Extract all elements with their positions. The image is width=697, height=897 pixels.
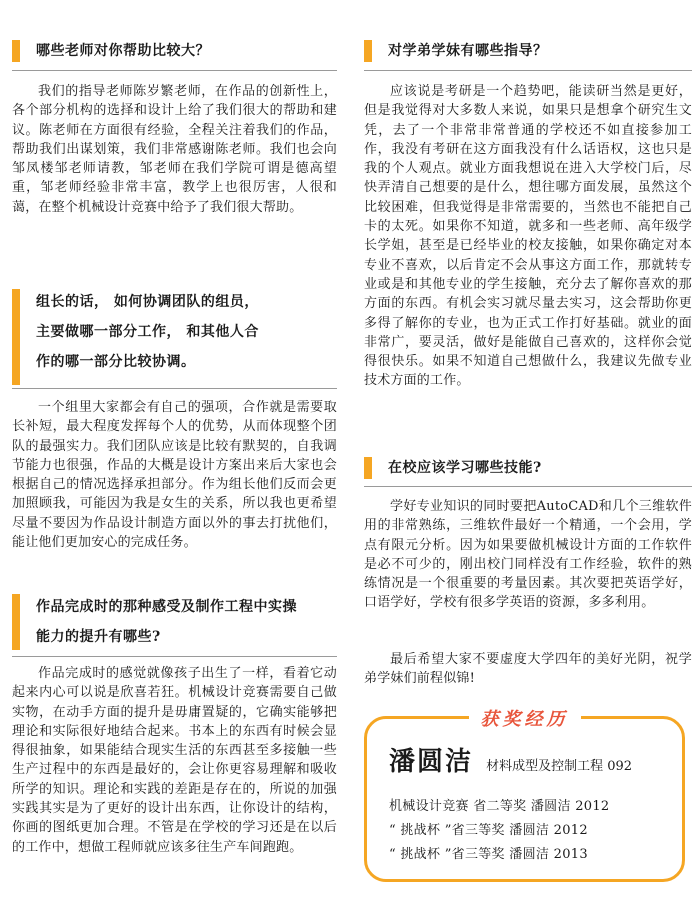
heading-accent-bar [364, 40, 372, 62]
closing-paragraph: 最后希望大家不要虚度大学四年的美好光阴，祝学弟学妹们前程似锦! [364, 652, 692, 687]
award-name-row [389, 741, 632, 778]
answer-paragraph-advice: 应该说是考研是一个趋势吧，能读研当然是更好，但是我觉得对大多数人来说，如果只是想拿个研究生文凭，去了一个非常非常普通的学校还不如直接参加工作，我没有考研在这方面我没有什么话语权，这也只是我的个人观点。就业方面我想说在进入大学校门后，尽快弄清自己想要的是什么，想往哪方面发展，虽然这个比较困难，但我觉得是非常需要的，当然也不能把自己卡的太死。如果你不知道，就多和一些老师、高年级学长学姐，甚至是已经毕业的校友接触，如果你确定对本专业不喜欢，以后肯定不会从事这方面工作，那就转专业或是和其他专业的学生接触，充分去了解你喜欢的那方面的东西。有机会实习就尽量去实习，这会帮助你更多得了解你的专业，也为正式工作打好基础。就业的面非常广，要灵活，做好是能做自己喜欢的，这样你会觉得很快乐。如果不知道自己想做什么，我建议先做专业技术方面的工作。 [364, 84, 692, 389]
awardee-name: 潘圆洁 [389, 747, 474, 777]
question-title: 哪些老师对你帮助比较大？ [36, 43, 210, 59]
question-heading-skills [364, 455, 542, 481]
heading-accent-bar [12, 40, 20, 62]
heading-accent-bar [12, 289, 20, 385]
award-item: “ 挑战杯 ”省三等奖 潘圆洁 2012 [389, 823, 588, 838]
heading-divider [12, 70, 337, 71]
award-box [364, 709, 685, 882]
answer-paragraph-skills: 学好专业知识的同时要把AutoCAD和几个三维软件用的非常熟练，三维软件最好一个精通，一个会用，学点有限元分析。因为如果要做机械设计方面的工作软件是必不可少的，刚出校门同样没有工作经验，软件的熟练情况是一个很重要的考量因素。其次要把英语学好，口语学好，学校有很多学英语的资源，多多利用。 [364, 499, 692, 611]
question-heading-experience [12, 592, 297, 652]
award-item: 机械设计竞赛 省二等奖 潘圆洁 2012 [389, 799, 610, 814]
awardee-major: 材料成型及控制工程 092 [486, 759, 633, 774]
question-title: 对学弟学妹有哪些指导？ [388, 43, 548, 59]
heading-accent-bar [12, 594, 20, 650]
award-item: “ 挑战杯 ”省三等奖 潘圆洁 2013 [389, 847, 588, 862]
question-heading-teachers [12, 38, 210, 64]
question-title-line-3: 作的哪一部分比较协调。 [36, 354, 196, 370]
answer-paragraph-teamwork: 一个组里大家都会有自己的强项，合作就是需要取长补短，最大程度发挥每个人的优势，从而体现整个团队的最强实力。我们团队应该是比较有默契的，自我调节能力也很强，作品的大概是设计方案出来后大家也会根据自己的情况选择承担部分。作为组长他们反而会更加照顾我，可能因为我是女生的关系，所以我也更希望尽量不要因为作品设计制造方面以外的事去打扰他们，能让他们更加安心的完成任务。 [12, 400, 337, 551]
heading-divider [12, 656, 337, 657]
heading-divider [364, 486, 692, 487]
heading-divider [364, 70, 692, 71]
question-title: 在校应该学习哪些技能? [388, 460, 542, 476]
question-heading-advice [364, 38, 548, 64]
question-heading-teamwork [12, 287, 259, 385]
question-title-line-1: 组长的话， 如何协调团队的组员， [36, 294, 259, 310]
question-title-line-1: 作品完成时的那种感受及制作工程中实操 [36, 599, 297, 615]
award-title: 获奖经历 [469, 705, 581, 731]
heading-divider [12, 388, 337, 389]
question-title-line-2: 主要做哪一部分工作， 和其他人合 [36, 324, 259, 340]
answer-paragraph-teachers: 我们的指导老师陈岁繁老师，在作品的创新性上，各个部分机构的选择和设计上给了我们很大的帮助和建议。陈老师在方面很有经验，全程关注着我们的作品，帮助我们出谋划策，我们非常感谢陈老师。我们也会向邹凤楼邹老师请教，邹老师在我们学院可谓是德高望重，邹老师经验非常丰富，教学上也很厉害，人很和蔼，在整个机械设计竞赛中给予了我们很大帮助。 [12, 84, 337, 215]
question-title-line-2: 能力的提升有哪些? [36, 629, 161, 645]
answer-paragraph-experience: 作品完成时的感觉就像孩子出生了一样，看着它动起来内心可以说是欣喜若狂。机械设计竞赛需要自己做实物，在动手方面的提升是毋庸置疑的，它确实能够把理论和实际很好地结合起来。书本上的东西有时候会显得很抽象，如果能结合现实生活的东西甚至多接触一些生产过程中的东西是最好的，会让你更容易理解和吸收所学的知识。理论和实践的差距是存在的，所说的加强实践其实是为了更好的设计出东西，让你设计的结构，你画的图纸更加合理。不管是在学校的学习还是在以后的工作中，想做工程师就应该多往生产车间跑跑。 [12, 666, 337, 855]
heading-accent-bar [364, 457, 372, 479]
